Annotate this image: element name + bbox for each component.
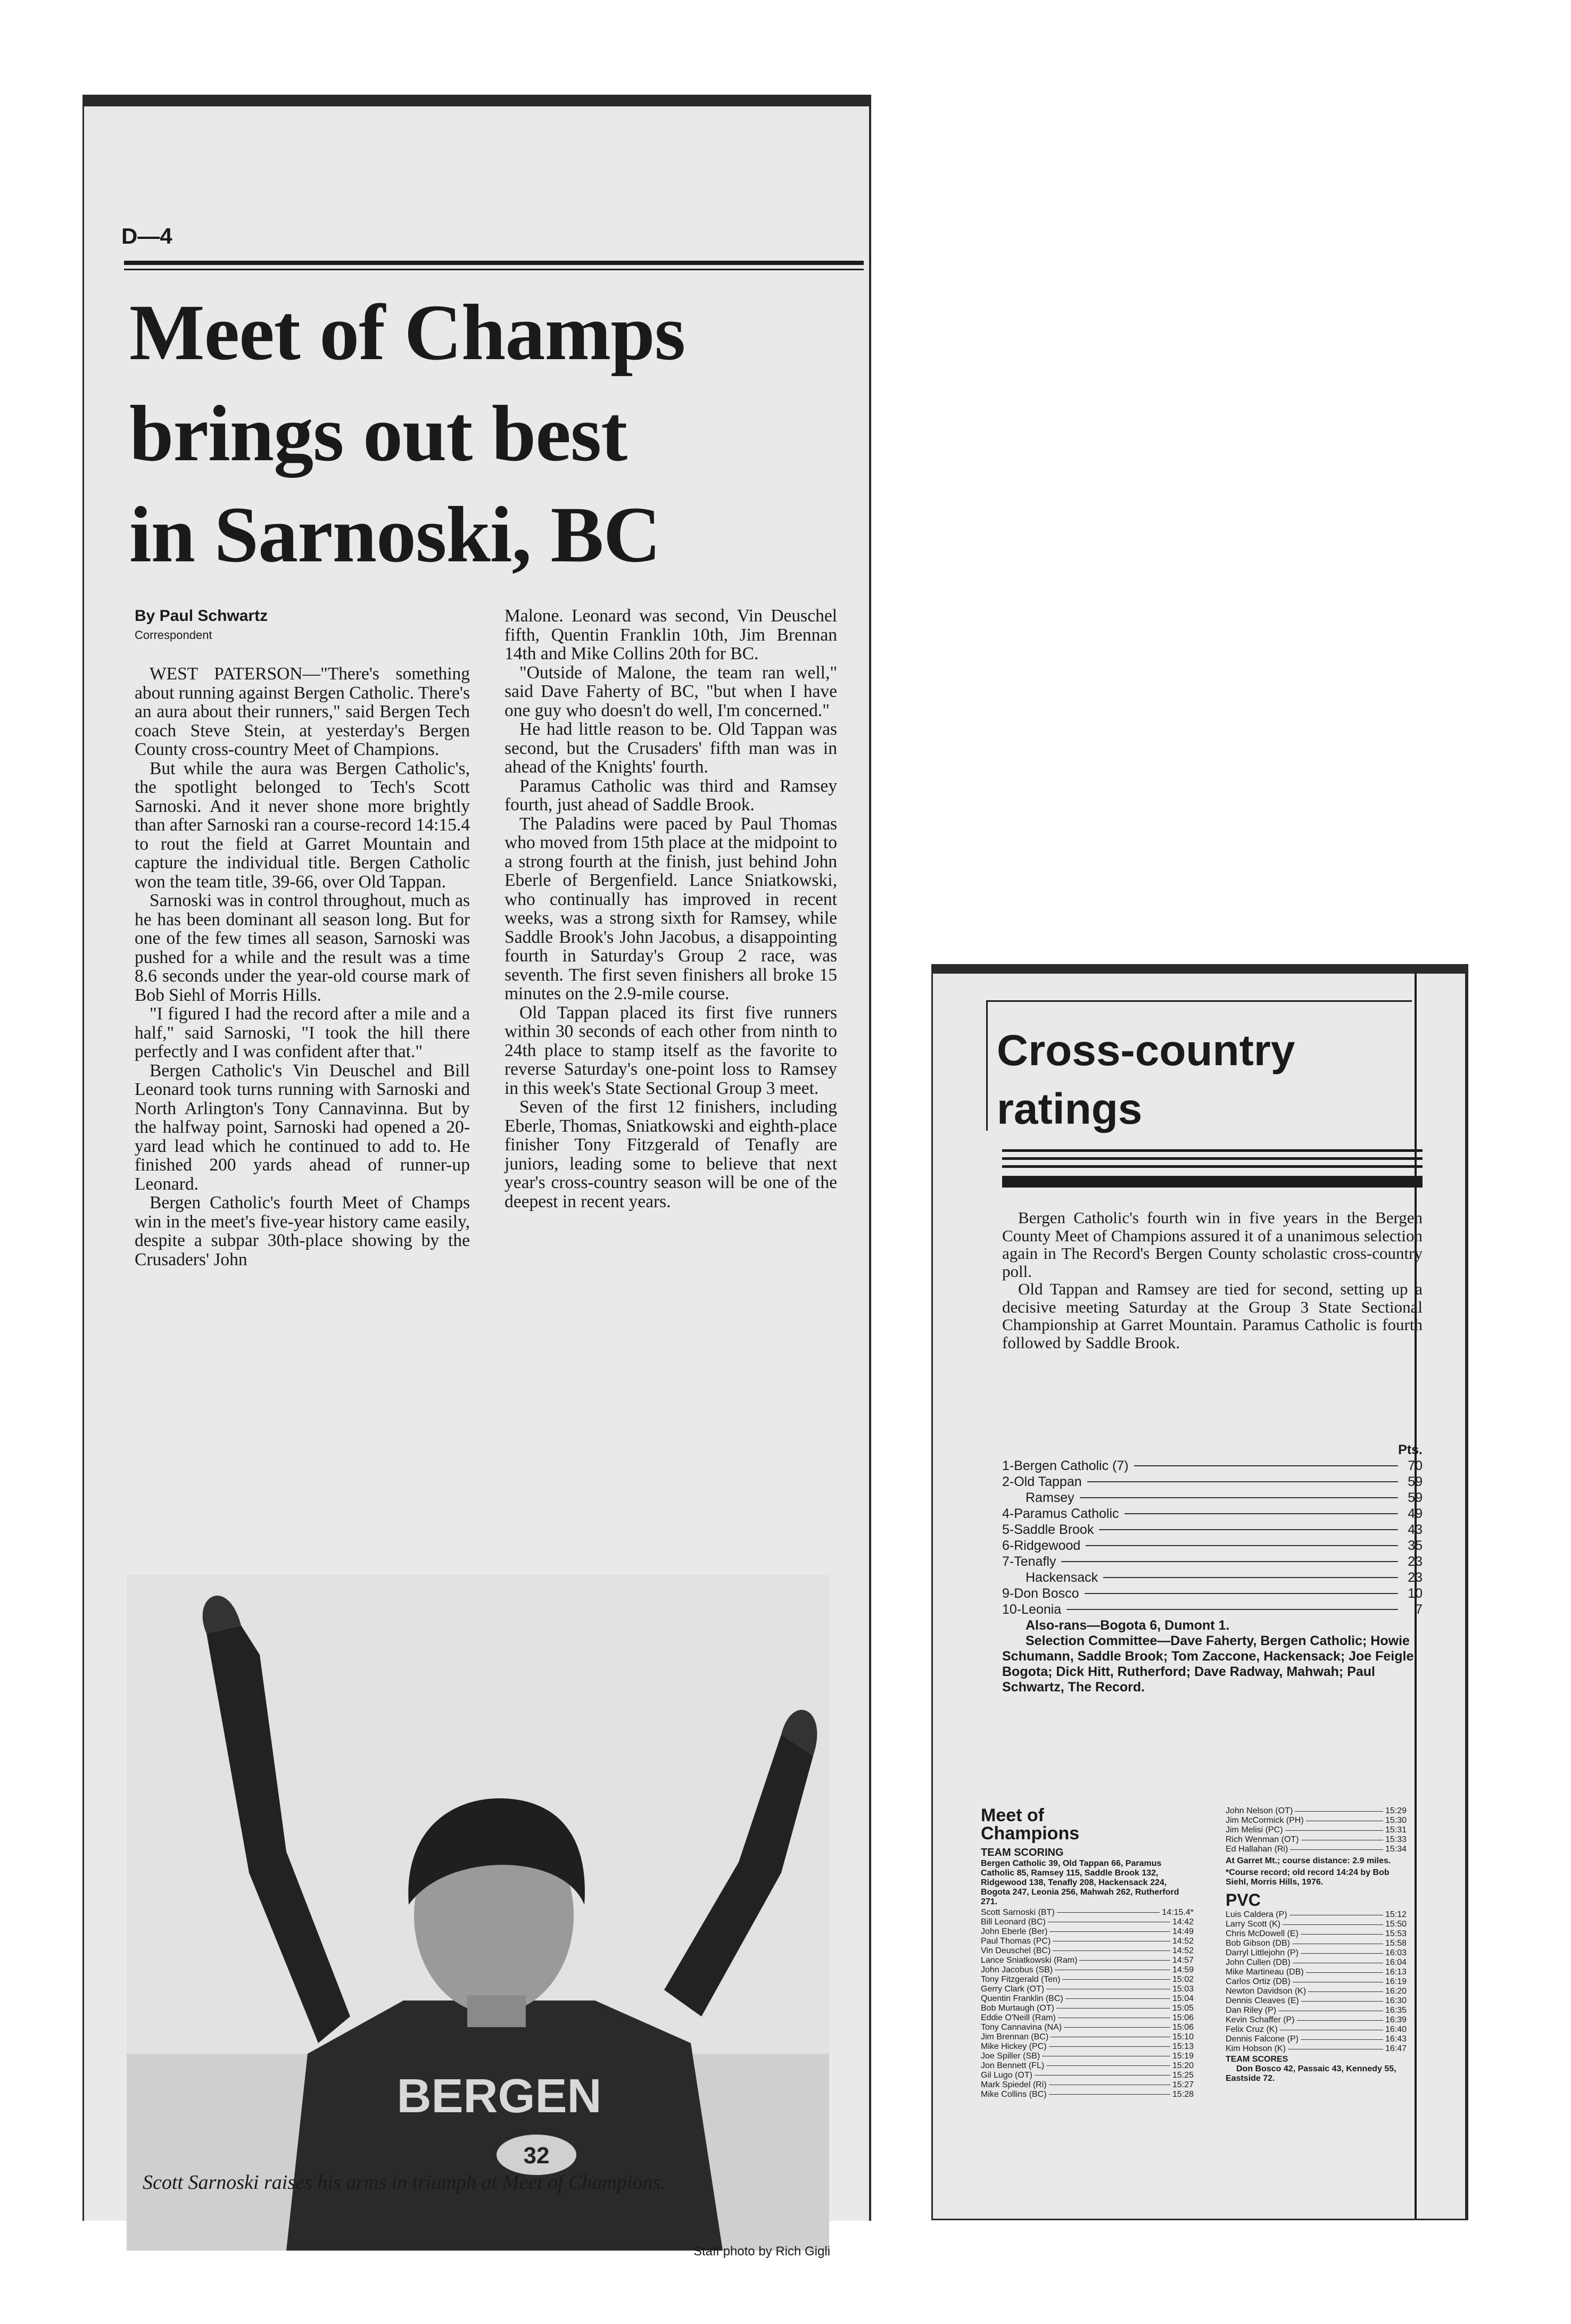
ratings-clipping [931,964,1468,2220]
paragraph: Bergen Catholic's fourth win in five years in the Bergen County Meet of Champions assured it of a unanimous selection again in The Record's Bergen County scholastic cross-country poll. [1002,1208,1423,1281]
runner-name: Lance Sniatkowski (Ram) [981,1955,1078,1965]
result-row [1226,1958,1407,1968]
paragraph: "Outside of Malone, the team ran well," said Dave Faherty of BC, "but when I have one guy who doesn't do well, I'm concerned." [505,662,837,720]
result-row [981,2090,1194,2099]
rating-team: 7-Tenafly [1002,1554,1056,1569]
sidebar-title-line-1: Cross-country [997,1026,1295,1075]
runner-time: 16:39 [1385,2015,1407,2024]
results-list [981,1908,1194,2099]
rating-team: 1-Bergen Catholic (7) [1002,1458,1129,1473]
runner-name: Paul Thomas (PC) [981,1936,1051,1946]
runner-time: 15:06 [1172,2013,1194,2022]
runner-time: 15:27 [1172,2080,1194,2089]
runner-name: Felix Cruz (K) [1226,2025,1278,2034]
result-row [981,2004,1194,2013]
title-rule-3 [1002,1165,1423,1168]
team-scoring-label: TEAM SCORING [981,1847,1064,1858]
runner-time: 15:30 [1385,1816,1407,1825]
runner-time: 15:02 [1172,1974,1194,1984]
runner-time: 16:04 [1385,1958,1407,1967]
result-row [981,1927,1194,1937]
course-note: At Garret Mt.; course distance: 2.9 miles. [1226,1856,1391,1865]
paragraph: He had little reason to be. Old Tappan was second, but the Crusaders' fifth man was in ahead of the Knights' fourth. [505,719,837,777]
runner-name: Dennis Cleaves (E) [1226,1996,1299,2005]
sidebar-title [997,1022,1295,1139]
runner-name: Chris McDowell (E) [1226,1929,1299,1938]
rating-points: 70 [1408,1458,1423,1473]
result-row [981,1946,1194,1956]
result-row [981,2023,1194,2032]
headline-line-2: brings out best [129,389,627,478]
runner-name: Scott Sarnoski (BT) [981,1907,1055,1917]
runner-name: Newton Davidson (K) [1226,1987,1307,1996]
paragraph: Bergen Catholic's Vin Deuschel and Bill Leonard took turns running with Sarnoski and North Arlington's Tony Cannavinna. But by the halfway point, Sarnoski had opened a 20-yard lead which he continued to add to. He finished 200 yards ahead of runner-up Leonard. [135,1060,470,1194]
rating-row [1002,1490,1423,1506]
runner-time: 15:33 [1385,1835,1407,1844]
result-row [1226,2015,1407,2025]
sidebar-intro [1002,1209,1423,1351]
runner-time: 15:19 [1172,2051,1194,2061]
points-header: Pts. [1398,1442,1423,1457]
result-row [1226,1816,1407,1825]
box-rule [986,1000,1412,1002]
runner-time: 14:15.4* [1162,1907,1194,1917]
result-row [1226,1845,1407,1854]
result-row [981,1937,1194,1946]
pvc-team-label: TEAM SCORES [1226,2055,1288,2064]
rating-team: Ramsey [1026,1490,1074,1505]
result-row [1226,1977,1407,1987]
rating-team: 4-Paramus Catholic [1002,1506,1119,1521]
runner-photo [127,1575,829,2251]
headline-line-1: Meet of Champs [129,288,685,377]
runner-time: 15:28 [1172,2089,1194,2099]
rating-row [1002,1538,1423,1554]
result-row [1226,2025,1407,2035]
runner-name: John Eberle (Ber) [981,1927,1048,1936]
runner-name: Dennis Falcone (P) [1226,2035,1299,2044]
result-row [981,2042,1194,2052]
runner-time: 16:03 [1385,1948,1407,1957]
runner-time: 15:31 [1385,1825,1407,1835]
results-left-column [981,1806,1194,2099]
headline-line-3: in Sarnoski, BC [129,491,660,579]
rating-points: 10 [1408,1586,1423,1601]
runner-time: 15:06 [1172,2022,1194,2032]
runner-name: Jim Brennan (BC) [981,2032,1049,2041]
result-row [1226,1996,1407,2006]
article-column-1 [135,607,470,1269]
runner-time: 14:57 [1172,1955,1194,1965]
runner-time: 16:20 [1385,1987,1407,1996]
top-rule [124,261,864,265]
rating-points: 35 [1408,1538,1423,1553]
top-rule-thin [124,269,864,270]
result-row [981,1985,1194,1994]
result-row [1226,1968,1407,1977]
runner-name: Gerry Clark (OT) [981,1984,1045,1994]
rating-row [1002,1506,1423,1522]
article-column-2 [505,607,837,1211]
result-row [1226,1825,1407,1835]
rating-points: 49 [1408,1506,1423,1521]
result-row [981,2061,1194,2071]
photo-credit: Staff photo by Rich Gigli [693,2244,831,2259]
result-row [1226,1939,1407,1948]
runner-time: 14:52 [1172,1946,1194,1955]
runner-name: John Jacobus (SB) [981,1965,1053,1974]
runner-time: 14:42 [1172,1917,1194,1927]
title-rule-2 [1002,1157,1423,1160]
rating-row [1002,1554,1423,1570]
rating-team: 5-Saddle Brook [1002,1522,1094,1537]
rating-points: 23 [1408,1554,1423,1569]
result-row [981,1965,1194,1975]
team-scoring: Bergen Catholic 39, Old Tappan 66, Paramus Catholic 85, Ramsey 115, Saddle Brook 132, Ridgewood 138, Tenafly 208, Hackensack 224, Bogota 247, Leonia 256, Mahwah 262, Rutherford 271. [981,1858,1179,1906]
runner-name: Carlos Ortiz (DB) [1226,1977,1291,1986]
runner-name: Mike Hickey (PC) [981,2041,1047,2051]
result-row [981,1956,1194,1965]
rating-row [1002,1601,1423,1617]
rating-team: Hackensack [1026,1570,1098,1585]
runner-time: 16:43 [1385,2035,1407,2044]
runner-time: 15:12 [1385,1910,1407,1919]
rating-row [1002,1458,1423,1474]
box-rule-left [986,1000,988,1131]
result-row [1226,1920,1407,1929]
pvc-title: PVC [1226,1890,1261,1910]
runner-time: 15:05 [1172,2003,1194,2013]
runner-name: Tony Cannavina (NA) [981,2022,1062,2032]
runner-photo-illustration [127,1575,829,2251]
runner-name: Jon Bennett (FL) [981,2061,1045,2070]
result-row [1226,2035,1407,2044]
headline [129,282,864,585]
title-rule-thick [1002,1176,1423,1188]
article-clipping [82,95,871,2259]
runner-name: Mike Collins (BC) [981,2089,1047,2099]
rating-row [1002,1570,1423,1586]
rating-row [1002,1586,1423,1601]
runner-name: Mark Spiedel (Ri) [981,2080,1047,2089]
paragraph: Malone. Leonard was second, Vin Deuschel fifth, Quentin Franklin 10th, Jim Brennan 14th and Mike Collins 20th for BC. [505,606,837,663]
runner-time: 16:19 [1385,1977,1407,1986]
rating-team: 6-Ridgewood [1002,1538,1081,1553]
photo-caption: Scott Sarnoski raises his arms in triumph at Meet of Champions. [143,2171,666,2194]
sidebar-title-line-2: ratings [997,1085,1143,1133]
runner-name: Bob Murtaugh (OT) [981,2003,1054,2013]
result-row [981,2032,1194,2042]
result-row [1226,1806,1407,1816]
runner-time: 16:13 [1385,1968,1407,1977]
runner-time: 14:59 [1172,1965,1194,1974]
paragraph: Sarnoski was in control throughout, much as he has been dominant all season long. But for one of the few times all season, Sarnoski was pushed for a while and the result was a time 8.6 seconds under the year-old course mark of Bob Siehl of Morris Hills. [135,891,470,1005]
result-row [981,2013,1194,2023]
runner-name: Larry Scott (K) [1226,1920,1281,1929]
results-title: Meet of Champions [981,1805,1080,1844]
paragraph: But while the aura was Bergen Catholic's, the spotlight belonged to Tech's Scott Sarnoski. And it never shone more brightly than after Sarnoski ran a course-record 14:15.4 to rout the field at Garret Mountain and capture the individual title. Bergen Catholic won the team title, 39-66, over Old Tappan. [135,758,470,892]
runner-time: 16:30 [1385,1996,1407,2005]
runner-time: 14:52 [1172,1936,1194,1946]
runner-time: 15:20 [1172,2061,1194,2070]
runner-name: Mike Martineau (DB) [1226,1968,1304,1977]
runner-time: 16:47 [1385,2044,1407,2053]
result-row [1226,1929,1407,1939]
paragraph: Old Tappan placed its first five runners within 30 seconds of each other from ninth to 24th place to stamp itself as the favorite to reverse Saturday's one-point loss to Ramsey in this week's State Sectional Group 3 meet. [505,1002,837,1098]
runner-name: John Cullen (DB) [1226,1958,1291,1967]
title-rule-1 [1002,1149,1423,1152]
result-row [981,2071,1194,2080]
result-row [1226,1987,1407,1996]
rating-row [1002,1474,1423,1490]
runner-name: Quentin Franklin (BC) [981,1994,1063,2003]
runner-time: 15:13 [1172,2041,1194,2051]
pvc-team-scores: Don Bosco 42, Passaic 43, Kennedy 55, Eastside 72. [1226,2064,1396,2083]
paragraph: The Paladins were paced by Paul Thomas who moved from 15th place at the midpoint to a strong fourth at the finish, just behind John Eberle of Bergenfield. Lance Sniatkowski, who continually has improved in recent weeks, was a strong sixth for Ramsey, while Saddle Brook's John Jacobus, a disappointing fourth in Saturday's Group 2 race, was seventh. The first seven finishers all broke 15 minutes on the 2.9-mile course. [505,814,837,1003]
result-row [1226,2006,1407,2015]
result-row [981,1994,1194,2004]
runner-time: 16:35 [1385,2006,1407,2015]
runner-name: Vin Deuschel (BC) [981,1946,1051,1955]
runner-time: 15:58 [1385,1939,1407,1948]
also-rans: Also-rans—Bogota 6, Dumont 1. [1026,1618,1230,1633]
runner-time: 15:34 [1385,1845,1407,1854]
runner-name: Rich Wenman (OT) [1226,1835,1299,1844]
rating-points: 43 [1408,1522,1423,1537]
paragraph: Bergen Catholic's fourth Meet of Champs win in the meet's five-year history came easily, despite a subpar 30th-place showing by the Crusaders' John [135,1193,470,1269]
result-row [1226,2044,1407,2054]
rating-row [1002,1522,1423,1538]
ratings-table [1002,1442,1423,1695]
record-note: *Course record; old record 14:24 by Bob Siehl, Morris Hills, 1976. [1226,1868,1390,1887]
result-row [981,1918,1194,1927]
runner-name: Bob Gibson (DB) [1226,1939,1290,1948]
runner-name: Jim Melisi (PC) [1226,1825,1283,1835]
runner-name: Bill Leonard (BC) [981,1917,1046,1927]
result-row [981,1908,1194,1918]
runner-time: 15:29 [1385,1806,1407,1815]
runner-name: Gil Lugo (OT) [981,2070,1032,2080]
rating-team: 2-Old Tappan [1002,1474,1082,1489]
runner-name: Kim Hobson (K) [1226,2044,1286,2053]
runner-name: Jim McCormick (PH) [1226,1816,1304,1825]
runner-name: Kevin Schaffer (P) [1226,2015,1295,2024]
rating-points: 59 [1408,1490,1423,1505]
selection-committee: Selection Committee—Dave Faherty, Bergen Catholic; Howie Schumann, Saddle Brook; Tom Zaccone, Hackensack; Joe Feigle, Bogota; Dick Hitt, Rutherford; Dave Radway, Mahwah; Paul Schwartz, The Record. [1002,1633,1418,1695]
pvc-results-list [1226,1910,1407,2054]
paragraph: Paramus Catholic was third and Ramsey fourth, just ahead of Saddle Brook. [505,776,837,815]
rating-points: 7 [1415,1602,1423,1617]
jersey-lettering: BERGEN [396,2070,602,2123]
paragraph: "I figured I had the record after a mile and a half," said Sarnoski, "I took the hill there perfectly and I was confident after that." [135,1004,470,1061]
runner-time: 15:53 [1385,1929,1407,1938]
runner-name: Ed Hallahan (Ri) [1226,1845,1288,1854]
byline-role: Correspondent [135,628,212,642]
rating-team: 9-Don Bosco [1002,1586,1079,1601]
runner-time: 15:50 [1385,1920,1407,1929]
paragraph: Old Tappan and Ramsey are tied for second, setting up a decisive meeting Saturday at the Group 3 State Sectional Championship at Garret Mountain. Paramus Catholic is fourth followed by Saddle Brook. [1002,1280,1423,1352]
jersey-number: 32 [523,2143,550,2169]
runner-time: 15:03 [1172,1984,1194,1994]
runner-name: John Nelson (OT) [1226,1806,1293,1815]
byline: By Paul Schwartz [135,607,268,625]
result-row [1226,1948,1407,1958]
runner-name: Tony Fitzgerald (Ten) [981,1974,1061,1984]
rating-team: 10-Leonia [1002,1602,1062,1617]
runner-time: 15:10 [1172,2032,1194,2041]
runner-time: 15:04 [1172,1994,1194,2003]
runner-name: Luis Caldera (P) [1226,1910,1287,1919]
runner-name: Dan Riley (P) [1226,2006,1277,2015]
runner-name: Joe Spiller (SB) [981,2051,1040,2061]
result-row [981,2052,1194,2061]
rating-points: 59 [1408,1474,1423,1489]
results-right-column [1226,1806,1407,2084]
result-row [981,2080,1194,2090]
rating-points: 23 [1408,1570,1423,1585]
result-row [1226,1910,1407,1920]
paragraph: Seven of the first 12 finishers, including Eberle, Thomas, Sniatkowski and eighth-place finisher Tony Fitzgerald of Tenafly are juniors, leading some to believe that next year's cross-country season will be one of the deepest in recent years. [505,1097,837,1211]
runner-time: 14:49 [1172,1927,1194,1936]
result-row [1226,1835,1407,1845]
result-row [981,1975,1194,1985]
paragraph: WEST PATERSON—"There's something about running against Bergen Catholic. There's an aura about their runners," said Bergen Tech coach Steve Stein, at yesterday's Bergen County cross-country Meet of Champions. [135,664,470,759]
runner-time: 16:40 [1385,2025,1407,2034]
runner-time: 15:25 [1172,2070,1194,2080]
page-label: D—4 [121,223,172,248]
runner-name: Darryl Littlejohn (P) [1226,1948,1299,1957]
runner-name: Eddie O'Neill (Ram) [981,2013,1056,2022]
results-continued-list [1226,1806,1407,1854]
